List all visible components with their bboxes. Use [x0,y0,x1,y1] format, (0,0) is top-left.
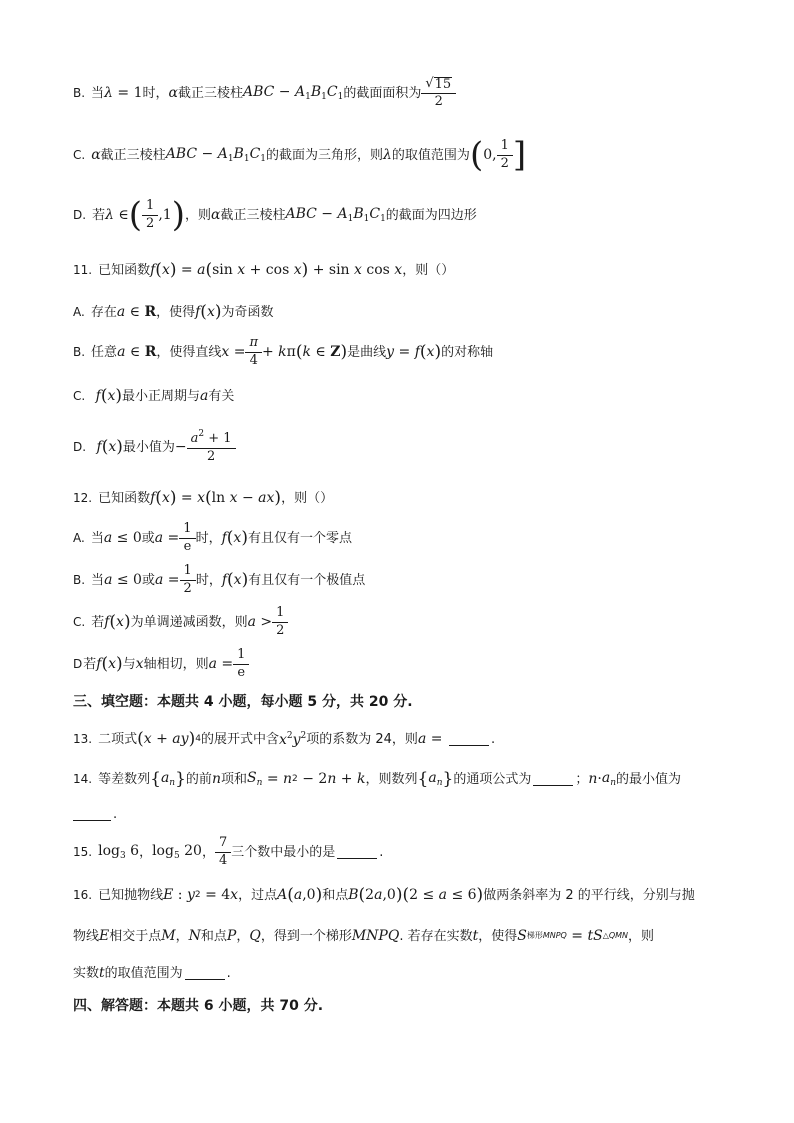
answer-blank [449,733,489,746]
q11-option-a: A. 存在 a ∈ R ，使得 f ( x ) 为奇函数 [73,301,274,322]
question-12: 12. 已知函数 f ( x ) = x ( ln x − ax ) ，则（） [73,487,334,508]
answer-blank [73,808,111,821]
question-14-continued: . [73,806,734,822]
question-16-line-3: 实数 t 的取值范围为 . [73,965,231,981]
option-label: B. [73,86,86,100]
question-16: 16. 已知抛物线 E : y 2 = 4 x ，过点 A ( a ,0 ) 和点 B ( 2 a ,0 ) ( 2 ≤ a ≤ 6 ) 做两条斜率为 2 的平行线，分别与抛 [73,884,695,905]
q12-option-c: C. 若 f ( x ) 为单调递减函数，则 a > $\frac{1}{2}$ [73,604,734,640]
answer-blank [185,967,225,980]
q10-option-c: C. α 截正三棱柱 ABC − $A_1B_1C_1$ 的截面为三角形，则 λ 的取值范围为 ( 0, $\frac{1}{2}$ ] [73,135,527,175]
question-13: 13. 二项式 ( x + ay ) 4 的展开式中含 $x^2y^2$ 项的系数为 24，则 a = . [73,728,496,749]
question-11: 11. 已知函数 f ( x ) = a ( sin x + cos x ) + sin x cos x ，则（） [73,259,455,280]
question-16-line-2: 物线 E 相交于点 M ， N 和点 P ， Q ，得到一个梯形 MNPQ . 若存在实数 t ，使得 S 梯形MNPQ = tS △QMN ，则 [73,928,655,944]
section-4-heading: 四、解答题：本题共 6 小题，共 70 分. [73,998,324,1014]
answer-blank [337,846,377,859]
q10-option-d: D. 若 λ ∈ ( $\frac{1}{2}$ ,1 ) ，则 α 截正三棱柱 ABC − $A_1B_1C_1$ 的截面为四边形 [73,195,477,235]
section-3-heading: 三、填空题：本题共 4 小题，每小题 5 分，共 20 分. [73,694,413,710]
q11-option-d: D. f ( x ) 最小值为 − $\frac{a^2 + 1}{2}$ [73,428,734,466]
q11-option-b: B. 任意 a ∈ R ，使得直线 x = $\frac{\pi}{4}$ + k π ( k ∈ Z ) 是曲线 y = f ( x ) 的对称轴 [73,335,494,368]
q12-option-b: B. 当 a ≤ 0 或 a = $\frac{1}{2}$ 时， f ( x ) 有且仅有一个极值点 [73,563,366,596]
question-15: 15. $\log_3 6$ ， $\log_5 20$ ， $\frac{7}{4}$ 三个数中最小的是 . [73,835,384,868]
fraction: √ 15 2 [423,77,454,110]
q12-option-a: A. 当 a ≤ 0 或 a = $\frac{1}{e}$ 时， f ( x ) 有且仅有一个零点 [73,521,352,554]
question-14: 14. 等差数列 { $a_n$ } 的前 n 项和 $S_n$ = n 2 − 2 n + k ，则数列 { $a_n$ } 的通项公式为 ； n · $a_n$ 的最小值为 [73,768,681,789]
q10-option-b: B. 当 λ = 1 时， α 截正三棱柱 ABC − $A_1B_1C_1$ 的截面面积为 √ 15 2 [73,78,734,108]
answer-blank [533,773,573,786]
q11-option-c: C. f ( x ) 最小正周期与 a 有关 [73,385,235,406]
q12-option-d: D 若 f ( x ) 与 x 轴相切，则 a = $\frac{1}{e}$ [73,646,734,682]
